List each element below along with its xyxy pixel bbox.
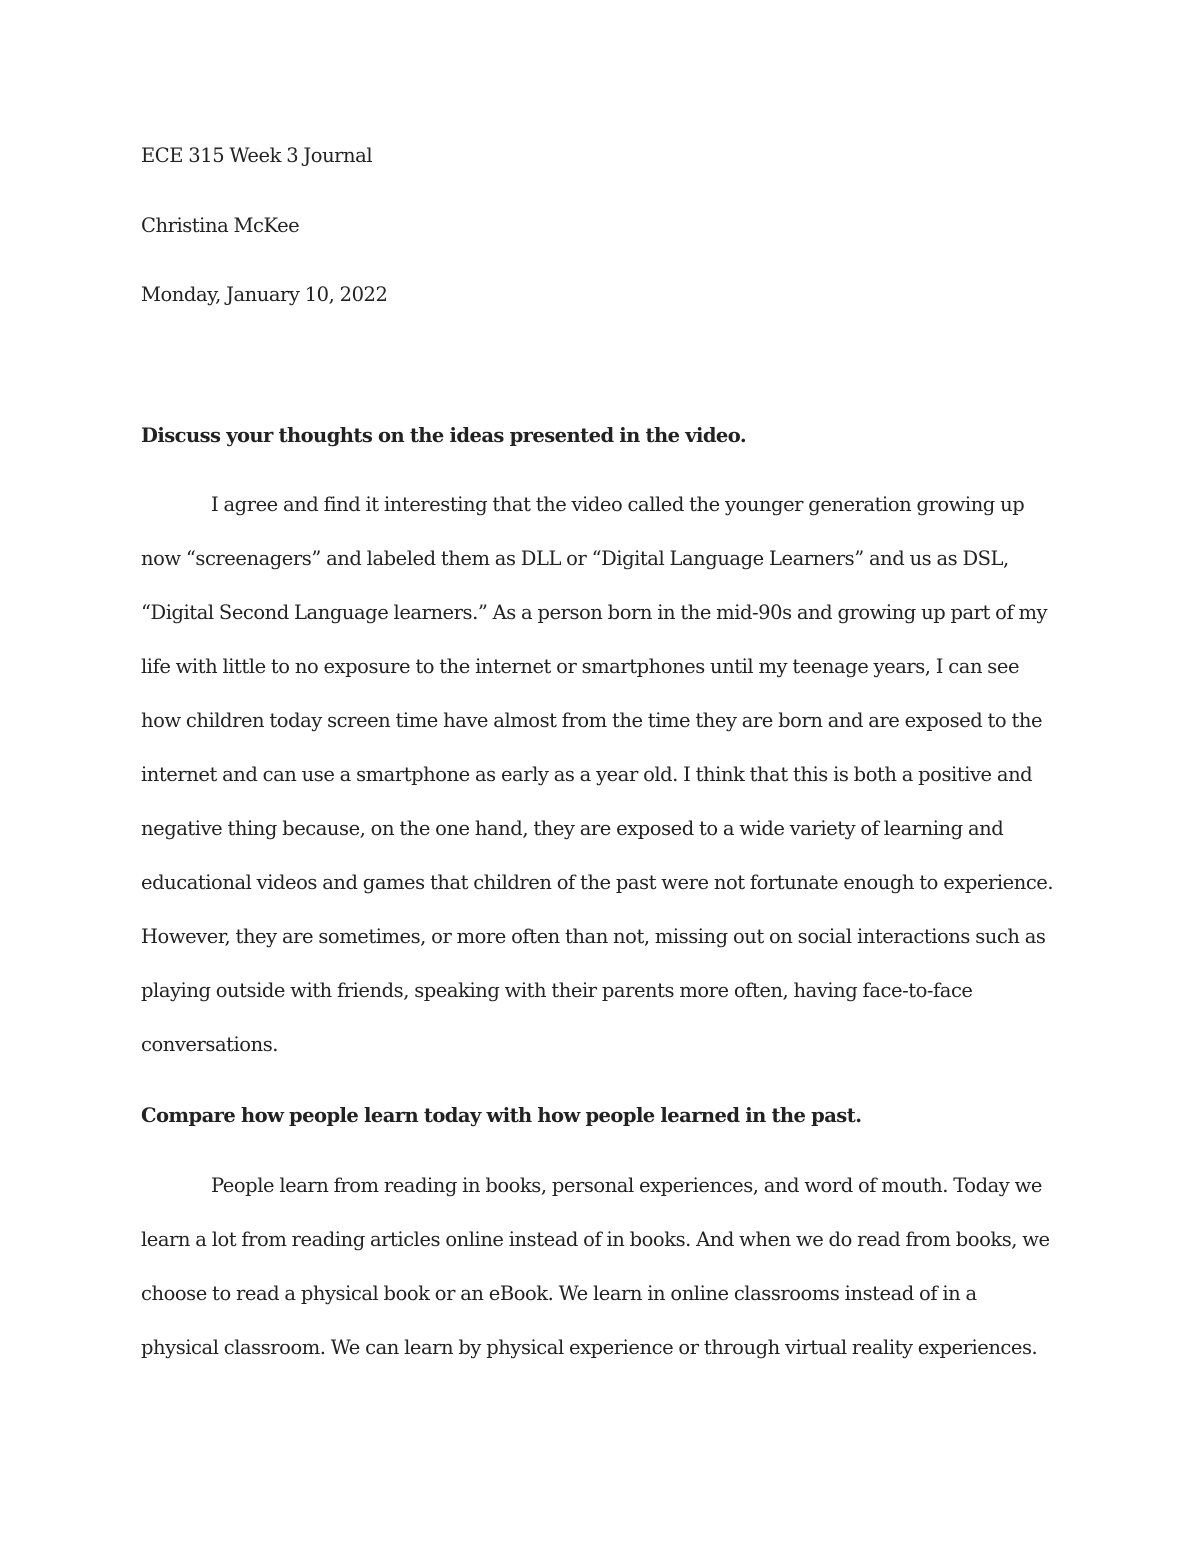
paragraph-line: I agree and find it interesting that the video called the younger generation growing up bbox=[211, 493, 1025, 516]
section-2-heading: Compare how people learn today with how people learned in the past. bbox=[141, 1104, 862, 1127]
paragraph-line: educational videos and games that children of the past were not fortunate enough to experience. bbox=[141, 871, 1054, 894]
course-title: ECE 315 Week 3 Journal bbox=[141, 144, 373, 167]
paragraph-line: how children today screen time have almost from the time they are born and are exposed to the bbox=[141, 709, 1043, 732]
paragraph-line: negative thing because, on the one hand, they are exposed to a wide variety of learning and bbox=[141, 817, 1004, 840]
author-name: Christina McKee bbox=[141, 214, 300, 237]
section-1-heading: Discuss your thoughts on the ideas presented in the video. bbox=[141, 424, 747, 447]
paragraph-line: However, they are sometimes, or more often than not, missing out on social interactions such as bbox=[141, 925, 1046, 948]
paragraph-line: now “screenagers” and labeled them as DLL or “Digital Language Learners” and us as DSL, bbox=[141, 547, 1009, 570]
paragraph-line: learn a lot from reading articles online instead of in books. And when we do read from books, we bbox=[141, 1228, 1050, 1251]
paragraph-line: playing outside with friends, speaking with their parents more often, having face-to-face bbox=[141, 979, 973, 1002]
paragraph-line: “Digital Second Language learners.” As a person born in the mid-90s and growing up part of my bbox=[141, 601, 1048, 624]
paragraph-line: choose to read a physical book or an eBook. We learn in online classrooms instead of in a bbox=[141, 1282, 977, 1305]
paragraph-line: People learn from reading in books, personal experiences, and word of mouth. Today we bbox=[211, 1174, 1042, 1197]
paragraph-line: life with little to no exposure to the internet or smartphones until my teenage years, I can see bbox=[141, 655, 1020, 678]
document-date: Monday, January 10, 2022 bbox=[141, 283, 388, 306]
paragraph-line: physical classroom. We can learn by physical experience or through virtual reality experiences. bbox=[141, 1336, 1038, 1359]
paragraph-line: internet and can use a smartphone as early as a year old. I think that this is both a positive and bbox=[141, 763, 1033, 786]
paragraph-line: conversations. bbox=[141, 1033, 279, 1056]
